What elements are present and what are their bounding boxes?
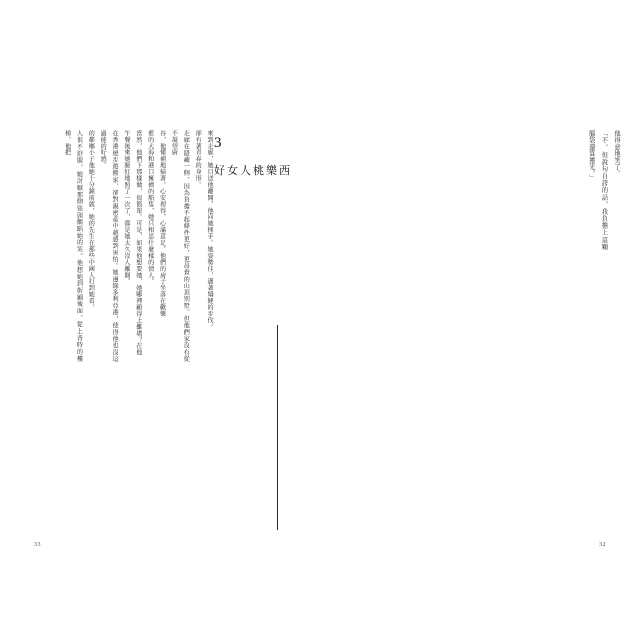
- body-column-5: 藍的大海和港口擁擠的船隻，她只相思什麼樣的情人。: [146, 130, 153, 285]
- body-column-8: 在香港緩步遊搬家，卻對親密產中越感到害怕。她邊緣多利亞港，使得他也沒這過能的好感。: [99, 130, 117, 362]
- folio-right: 32: [599, 542, 606, 548]
- chapter-heading: [214, 130, 292, 530]
- chapter-heading-wrap: [214, 130, 292, 323]
- quote-line-1: 他得意地笑了。: [613, 130, 620, 177]
- body-column-6: 當然，他們下那樣做，很簡單。可是，如果他想要她，她哪裡顧得上難堪？在他: [134, 130, 141, 356]
- body-column-7: 午餐後來她臉紅地照了一次了，都是她太久沒人離開。: [122, 130, 129, 285]
- body-column-10: 人很不舒服，她討厭那側張頭鵝蹈她的笑。他想她到街鋪後面，從上背時的樓梯。他把: [63, 130, 82, 362]
- body-column-9: 的鄰鄉小子他她十分鐘前就，她的先生在那些中國人打到她看，: [87, 130, 94, 311]
- chapter-title: 好女人桃樂西: [214, 165, 292, 177]
- quote-line-2: 「不，但說句自誇的話，我負擔上這顆腦袋還算靈光。」: [587, 130, 608, 250]
- body-column-3: 走廊在隱藏一側，因為負擔不起條件更好，更昂貴的山頂別墅。但他們家沒有從不凝望廚: [170, 130, 189, 362]
- body-column-1: 來到走廊，她目送他離開。他向她揮手。她姿勢佳，邁著矯健的步伐。: [206, 130, 212, 330]
- right-page-text-area: [338, 130, 622, 530]
- folio-left: 33: [34, 542, 41, 548]
- right-page: [320, 0, 640, 640]
- body-column-4: 谷，他懂補地掃著。心安理得，心滿意足。他們的房子坐落在歡樂: [158, 130, 165, 318]
- chapter-number: 3: [214, 135, 223, 151]
- chapter-rule: [277, 325, 278, 530]
- body-column-2: 卻有著青春的身形。: [194, 130, 201, 189]
- left-page-text-area: [18, 130, 302, 530]
